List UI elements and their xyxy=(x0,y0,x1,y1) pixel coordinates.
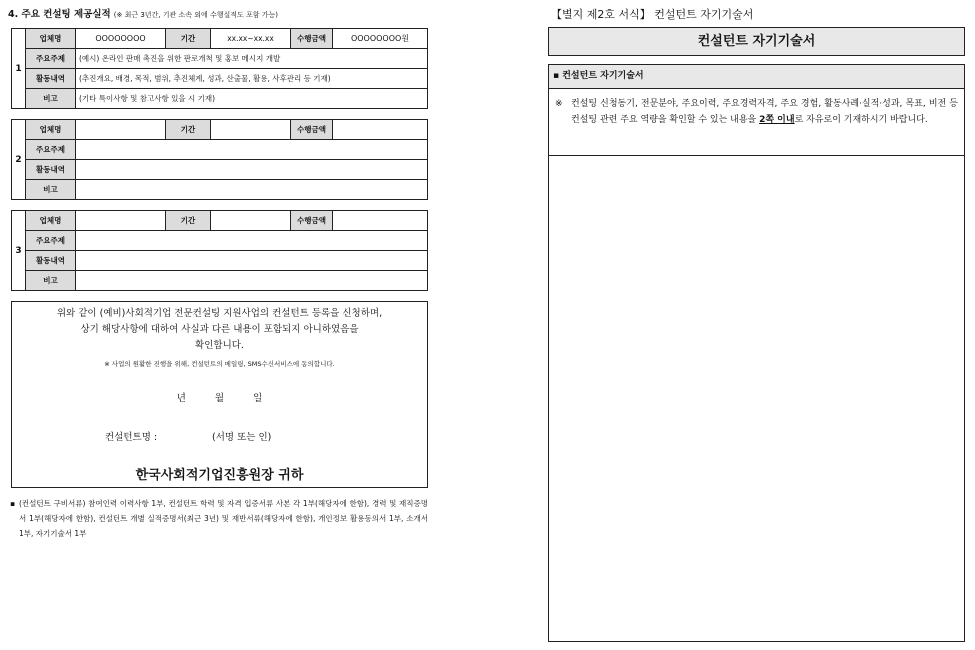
table-row xyxy=(12,211,428,231)
box-heading: ▪ 컨설턴트 자기기술서 xyxy=(549,65,964,89)
record-number: 1 xyxy=(12,29,26,109)
activity-label: 활동내역 xyxy=(26,160,76,180)
consultant-name-label[interactable]: 컨설턴트명 : xyxy=(105,432,158,443)
consent-note: ※ 사업의 원활한 진행을 위해, 컨설턴트의 메일링, SMS수신서비스에 동의합니다. xyxy=(104,360,335,368)
activity-value[interactable]: (추진개요, 배경, 목적, 범위, 추진체계, 성과, 산출물, 활용, 사후관리 등 기재) xyxy=(76,69,428,89)
note-mark-icon: ※ xyxy=(555,99,563,109)
period-value[interactable] xyxy=(211,211,291,231)
table-row xyxy=(12,180,428,200)
remarks-label: 비고 xyxy=(26,271,76,291)
period-label: 기간 xyxy=(166,29,211,49)
declaration-text xyxy=(12,306,427,354)
table-row xyxy=(12,89,428,109)
guide-body: 컨설팅 신청동기, 전문분야, 주요이력, 주요경력자격, 주요 경험, 활동사례·실적·성과, 목표, 비전 등 컨설팅 관련 주요 역량을 확인할 수 있는 내용을 xyxy=(571,99,958,125)
record-table-1 xyxy=(11,28,428,109)
amount-value[interactable]: OOOOOOOO원 xyxy=(333,29,428,49)
addressee: 한국사회적기업진흥원장 귀하 xyxy=(135,468,304,483)
declaration-line-2: 상기 해당사항에 대하여 사실과 다른 내용이 포함되지 아니하였음을 xyxy=(80,324,359,335)
company-value[interactable] xyxy=(76,120,166,140)
company-label: 업체명 xyxy=(26,29,76,49)
period-label: 기간 xyxy=(166,211,211,231)
topic-value[interactable]: (예시) 온라인 판매 촉진을 위한 판로개척 및 홍보 메시지 개발 xyxy=(76,49,428,69)
period-value[interactable] xyxy=(211,120,291,140)
guide-text xyxy=(549,89,964,156)
company-label: 업체명 xyxy=(26,120,76,140)
footnote-text: (컨설턴트 구비서류) 참여인력 이력사항 1부, 컨설턴트 학력 및 자격 입증서류 사본 각 1부(해당자에 한함), 경력 및 재직증명서 1부(해당자에 한함), 컨설턴트 개별 실적증명서(최근 3년) 및 재반서류(해당자에 한함), 개인정보 활용동의서 1부, 소개서 1부, 자기기술서 1부 xyxy=(19,499,428,538)
amount-label: 수행금액 xyxy=(291,29,333,49)
record-table-3 xyxy=(11,210,428,291)
topic-value[interactable] xyxy=(76,231,428,251)
table-row xyxy=(12,49,428,69)
table-row xyxy=(12,140,428,160)
remarks-value[interactable] xyxy=(76,180,428,200)
signature-label[interactable]: (서명 또는 인) xyxy=(212,432,272,443)
guide-emphasis: 2쪽 이내 xyxy=(759,115,795,125)
footnote-bullet-icon: ▪ xyxy=(10,499,16,508)
topic-label: 주요주제 xyxy=(26,140,76,160)
remarks-label: 비고 xyxy=(26,180,76,200)
section-title-text: 4. 주요 컨설팅 제공실적 xyxy=(8,9,111,20)
left-page xyxy=(8,6,428,538)
footnote xyxy=(8,496,428,541)
activity-value[interactable] xyxy=(76,251,428,271)
date-line[interactable]: 년 월 일 xyxy=(176,393,263,404)
self-description-box xyxy=(548,64,965,642)
topic-value[interactable] xyxy=(76,140,428,160)
activity-value[interactable] xyxy=(76,160,428,180)
topic-label: 주요주제 xyxy=(26,231,76,251)
table-row xyxy=(12,251,428,271)
section-note: (※ 최근 3년간, 기관 소속 외에 수행실적도 포함 가능) xyxy=(113,11,279,19)
table-row xyxy=(12,271,428,291)
amount-value[interactable] xyxy=(333,120,428,140)
record-number: 2 xyxy=(12,120,26,200)
topic-label: 주요주제 xyxy=(26,49,76,69)
company-label: 업체명 xyxy=(26,211,76,231)
form-number: 【별지 제2호 서식】 컨설턴트 자기기술서 xyxy=(551,8,754,21)
declaration-line-3: 확인합니다. xyxy=(195,340,244,351)
declaration-box xyxy=(11,301,428,488)
declaration-line-1: 위와 같이 (예비)사회적기업 전문컨설팅 지원사업의 컨설턴트 등록을 신청하며, xyxy=(56,308,383,319)
page-title: 컨설턴트 자기기술서 xyxy=(548,27,965,56)
record-table-2 xyxy=(11,119,428,200)
table-row xyxy=(12,160,428,180)
section-title xyxy=(8,6,428,24)
writing-area[interactable] xyxy=(549,156,964,640)
activity-label: 활동내역 xyxy=(26,251,76,271)
table-row xyxy=(12,29,428,49)
table-row xyxy=(12,231,428,251)
amount-label: 수행금액 xyxy=(291,120,333,140)
remarks-label: 비고 xyxy=(26,89,76,109)
table-row xyxy=(12,69,428,89)
period-label: 기간 xyxy=(166,120,211,140)
company-value[interactable]: OOOOOOOO xyxy=(76,29,166,49)
remarks-value[interactable]: (기타 특이사항 및 참고사항 있을 시 기재) xyxy=(76,89,428,109)
company-value[interactable] xyxy=(76,211,166,231)
guide-tail: 로 자유로이 기재하시기 바랍니다. xyxy=(794,115,928,125)
period-value[interactable]: xx.xx~xx.xx xyxy=(211,29,291,49)
record-number: 3 xyxy=(12,211,26,291)
table-row xyxy=(12,120,428,140)
remarks-value[interactable] xyxy=(76,271,428,291)
activity-label: 활동내역 xyxy=(26,69,76,89)
amount-label: 수행금액 xyxy=(291,211,333,231)
amount-value[interactable] xyxy=(333,211,428,231)
